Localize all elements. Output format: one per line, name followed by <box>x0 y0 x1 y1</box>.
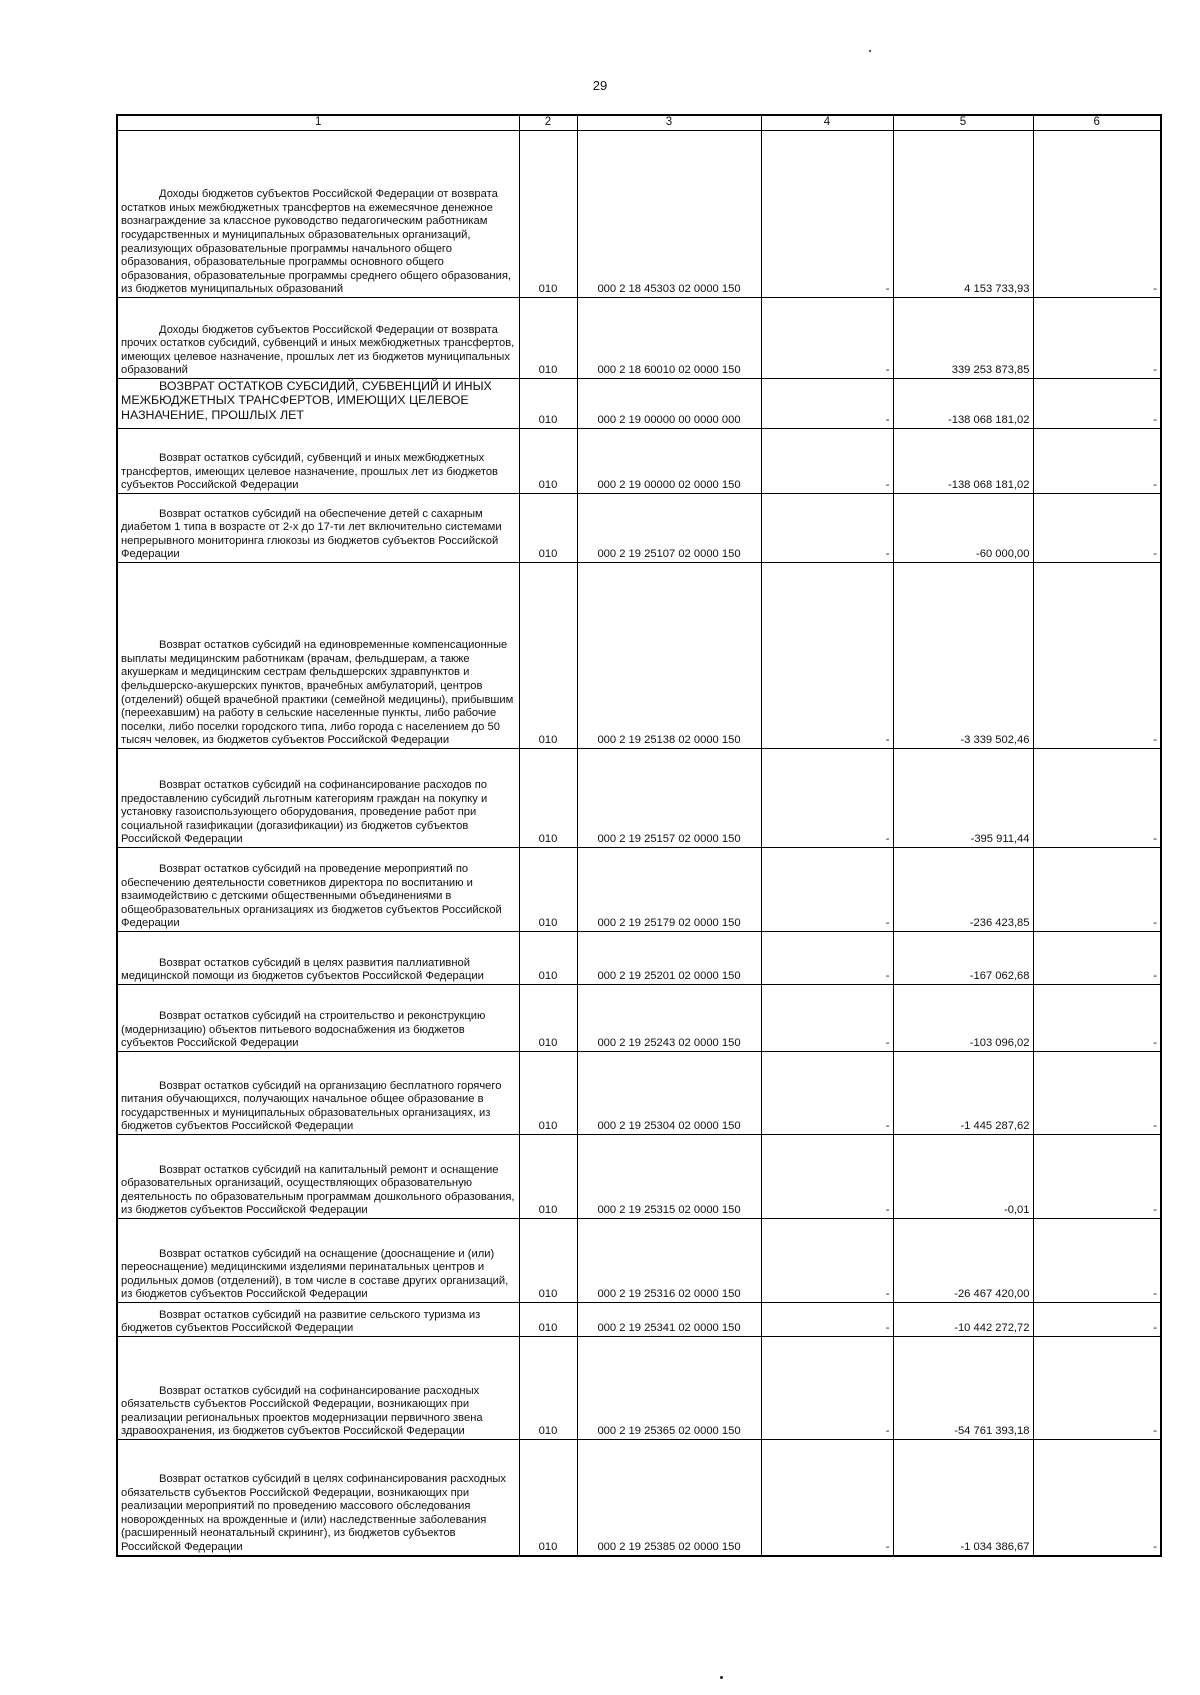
row-col6-value: - <box>1033 985 1161 1052</box>
row-col4-value: - <box>761 848 893 932</box>
row-budget-code: 000 2 19 25316 02 0000 150 <box>577 1219 761 1303</box>
row-col5-value: -236 423,85 <box>893 848 1033 932</box>
row-budget-code: 000 2 19 25157 02 0000 150 <box>577 749 761 848</box>
row-budget-code: 000 2 19 25341 02 0000 150 <box>577 1303 761 1337</box>
table-row <box>117 131 1161 298</box>
row-description: Возврат остатков субсидий на организацию бесплатного горячего питания обучающихся, получающих начальное общее образование в государственных и муниципальных образовательных организациях, из бюджетов субъектов Российской Федерации <box>117 1052 519 1135</box>
row-budget-code: 000 2 19 25385 02 0000 150 <box>577 1440 761 1556</box>
row-col6-value: - <box>1033 848 1161 932</box>
row-col5-value: -395 911,44 <box>893 749 1033 848</box>
row-description: Доходы бюджетов субъектов Российской Федерации от возврата прочих остатков субсидий, субвенций и иных межбюджетных трансфертов, имеющих целевое назначение, прошлых лет из бюджетов муниципальных образований <box>117 298 519 379</box>
row-description: Возврат остатков субсидий в целях софинансирования расходных обязательств субъектов Российской Федерации, возникающих при реализации мероприятий по проведению массового обследования новорожденных на врожденные и (или) наследственные заболевания (расширенный неонатальный скрининг), из бюджетов субъектов Российской Федерации <box>117 1440 519 1556</box>
row-line-code: 010 <box>519 429 577 494</box>
row-col6-value: - <box>1033 1440 1161 1556</box>
row-budget-code: 000 2 19 25304 02 0000 150 <box>577 1052 761 1135</box>
row-description: Возврат остатков субсидий на единовременные компенсационные выплаты медицинским работникам (врачам, фельдшерам, а также акушеркам и медицинским сестрам фельдшерских здравпунктов и фельдшерско-акушерских пунктов, врачебных амбулаторий, центров (отделений) общей врачебной практики (семейной медицины), прибывшим (переехавшим) на работу в сельские населенные пункты, либо рабочие поселки, либо поселки городского типа, либо города с населением до 50 тысяч человек, из бюджетов субъектов Российской Федерации <box>117 563 519 749</box>
column-header-2: 2 <box>519 115 577 131</box>
column-header-4: 4 <box>761 115 893 131</box>
row-col4-value: - <box>761 429 893 494</box>
row-col5-value: -26 467 420,00 <box>893 1219 1033 1303</box>
table-row <box>117 1052 1161 1135</box>
row-col4-value: - <box>761 1337 893 1440</box>
table-row <box>117 429 1161 494</box>
row-budget-code: 000 2 19 25243 02 0000 150 <box>577 985 761 1052</box>
table-row <box>117 985 1161 1052</box>
row-budget-code: 000 2 18 45303 02 0000 150 <box>577 131 761 298</box>
row-col5-value: -3 339 502,46 <box>893 563 1033 749</box>
row-description: Доходы бюджетов субъектов Российской Федерации от возврата остатков иных межбюджетных трансфертов на ежемесячное денежное вознаграждение за классное руководство педагогическим работникам государственных и муниципальных образовательных организаций, реализующих образовательные программы начального общего образования, образовательные программы основного общего образования, образовательные программы среднего общего образования, из бюджетов муниципальных образований <box>117 131 519 298</box>
row-line-code: 010 <box>519 379 577 429</box>
row-budget-code: 000 2 19 00000 02 0000 150 <box>577 429 761 494</box>
row-line-code: 010 <box>519 848 577 932</box>
row-col6-value: - <box>1033 749 1161 848</box>
row-description: Возврат остатков субсидий на развитие сельского туризма из бюджетов субъектов Российской Федерации <box>117 1303 519 1337</box>
row-col4-value: - <box>761 932 893 985</box>
row-line-code: 010 <box>519 749 577 848</box>
row-description: Возврат остатков субсидий на оснащение (дооснащение и (или) переоснащение) медицинскими изделиями перинатальных центров и родильных домов (отделений), в том числе в составе других организаций, из бюджетов субъектов Российской Федерации <box>117 1219 519 1303</box>
column-header-5: 5 <box>893 115 1033 131</box>
row-col4-value: - <box>761 1219 893 1303</box>
row-line-code: 010 <box>519 1052 577 1135</box>
row-col5-value: -167 062,68 <box>893 932 1033 985</box>
table-header-row <box>117 115 1161 131</box>
table-row <box>117 298 1161 379</box>
column-header-6: 6 <box>1033 115 1161 131</box>
row-col4-value: - <box>761 379 893 429</box>
row-col5-value: -60 000,00 <box>893 494 1033 563</box>
table-row <box>117 1135 1161 1219</box>
row-col4-value: - <box>761 563 893 749</box>
table-row <box>117 1440 1161 1556</box>
row-col5-value: -103 096,02 <box>893 985 1033 1052</box>
row-col6-value: - <box>1033 379 1161 429</box>
table-row <box>117 1337 1161 1440</box>
row-description: Возврат остатков субсидий на строительство и реконструкцию (модернизацию) объектов питьевого водоснабжения из бюджетов субъектов Российской Федерации <box>117 985 519 1052</box>
row-line-code: 010 <box>519 1219 577 1303</box>
row-col6-value: - <box>1033 1219 1161 1303</box>
row-description: Возврат остатков субсидий, субвенций и иных межбюджетных трансфертов, имеющих целевое назначение, прошлых лет из бюджетов субъектов Российской Федерации <box>117 429 519 494</box>
row-description: Возврат остатков субсидий на софинансирование расходных обязательств субъектов Российской Федерации, возникающих при реализации региональных проектов модернизации первичного звена здравоохранения, из бюджетов субъектов Российской Федерации <box>117 1337 519 1440</box>
scan-speck <box>720 1676 723 1679</box>
table-row <box>117 563 1161 749</box>
table-row <box>117 1303 1161 1337</box>
row-budget-code: 000 2 19 25365 02 0000 150 <box>577 1337 761 1440</box>
row-col6-value: - <box>1033 429 1161 494</box>
row-line-code: 010 <box>519 563 577 749</box>
row-col4-value: - <box>761 1052 893 1135</box>
row-col5-value: -1 445 287,62 <box>893 1052 1033 1135</box>
column-header-3: 3 <box>577 115 761 131</box>
row-col6-value: - <box>1033 494 1161 563</box>
row-description: Возврат остатков субсидий на обеспечение детей с сахарным диабетом 1 типа в возрасте от 2-х до 17-ти лет включительно системами непрерывного мониторинга глюкозы из бюджетов субъектов Российской Федерации <box>117 494 519 563</box>
scan-speck <box>869 50 871 52</box>
row-col4-value: - <box>761 494 893 563</box>
page-number: 29 <box>592 78 608 93</box>
row-col6-value: - <box>1033 131 1161 298</box>
row-col6-value: - <box>1033 932 1161 985</box>
row-budget-code: 000 2 19 25107 02 0000 150 <box>577 494 761 563</box>
budget-table <box>116 114 1162 1557</box>
row-line-code: 010 <box>519 985 577 1052</box>
row-col6-value: - <box>1033 1052 1161 1135</box>
row-line-code: 010 <box>519 1440 577 1556</box>
row-col4-value: - <box>761 985 893 1052</box>
row-description: Возврат остатков субсидий в целях развития паллиативной медицинской помощи из бюджетов субъектов Российской Федерации <box>117 932 519 985</box>
table-row <box>117 494 1161 563</box>
row-col5-value: -54 761 393,18 <box>893 1337 1033 1440</box>
row-col5-value: -138 068 181,02 <box>893 429 1033 494</box>
row-budget-code: 000 2 19 25315 02 0000 150 <box>577 1135 761 1219</box>
row-col4-value: - <box>761 1303 893 1337</box>
row-col4-value: - <box>761 1440 893 1556</box>
row-line-code: 010 <box>519 494 577 563</box>
table-row <box>117 848 1161 932</box>
row-description: Возврат остатков субсидий на проведение мероприятий по обеспечению деятельности советников директора по воспитанию и взаимодействию с детскими общественными объединениями в общеобразовательных организациях из бюджетов субъектов Российской Федерации <box>117 848 519 932</box>
row-col5-value: 4 153 733,93 <box>893 131 1033 298</box>
table-row <box>117 932 1161 985</box>
row-line-code: 010 <box>519 131 577 298</box>
table-row <box>117 749 1161 848</box>
row-budget-code: 000 2 19 25138 02 0000 150 <box>577 563 761 749</box>
row-col4-value: - <box>761 749 893 848</box>
row-line-code: 010 <box>519 1303 577 1337</box>
row-line-code: 010 <box>519 298 577 379</box>
row-col6-value: - <box>1033 298 1161 379</box>
row-col5-value: -0,01 <box>893 1135 1033 1219</box>
row-col5-value: -138 068 181,02 <box>893 379 1033 429</box>
column-header-1: 1 <box>117 115 519 131</box>
row-line-code: 010 <box>519 932 577 985</box>
row-budget-code: 000 2 18 60010 02 0000 150 <box>577 298 761 379</box>
table-row <box>117 379 1161 429</box>
row-description: Возврат остатков субсидий на софинансирование расходов по предоставлению субсидий льготным категориям граждан на покупку и установку газоиспользующего оборудования, проведение работ при социальной газификации (догазификации) из бюджетов субъектов Российской Федерации <box>117 749 519 848</box>
table-row <box>117 1219 1161 1303</box>
row-budget-code: 000 2 19 00000 00 0000 000 <box>577 379 761 429</box>
row-col5-value: -10 442 272,72 <box>893 1303 1033 1337</box>
row-col4-value: - <box>761 131 893 298</box>
row-col6-value: - <box>1033 1303 1161 1337</box>
row-description: ВОЗВРАТ ОСТАТКОВ СУБСИДИЙ, СУБВЕНЦИЙ И ИНЫХ МЕЖБЮДЖЕТНЫХ ТРАНСФЕРТОВ, ИМЕЮЩИХ ЦЕЛЕВОЕ НАЗНАЧЕНИЕ, ПРОШЛЫХ ЛЕТ <box>117 379 519 429</box>
row-col6-value: - <box>1033 1337 1161 1440</box>
row-budget-code: 000 2 19 25179 02 0000 150 <box>577 848 761 932</box>
row-budget-code: 000 2 19 25201 02 0000 150 <box>577 932 761 985</box>
row-col6-value: - <box>1033 563 1161 749</box>
row-col4-value: - <box>761 1135 893 1219</box>
row-col5-value: -1 034 386,67 <box>893 1440 1033 1556</box>
row-col6-value: - <box>1033 1135 1161 1219</box>
row-line-code: 010 <box>519 1337 577 1440</box>
row-description: Возврат остатков субсидий на капитальный ремонт и оснащение образовательных организаций, осуществляющих образовательную деятельность по образовательным программам дошкольного образования, из бюджетов субъектов Российской Федерации <box>117 1135 519 1219</box>
row-col5-value: 339 253 873,85 <box>893 298 1033 379</box>
row-line-code: 010 <box>519 1135 577 1219</box>
row-col4-value: - <box>761 298 893 379</box>
